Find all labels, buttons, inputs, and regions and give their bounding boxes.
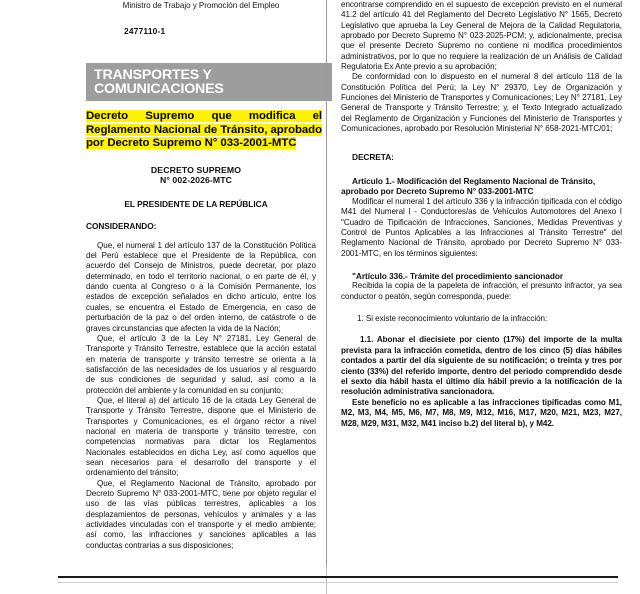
document-reference-number: 2477110-1 (124, 26, 166, 37)
page-left-margin (0, 0, 58, 594)
article-1-heading: Artículo 1.- Modificación del Reglamento Nacional de Tránsito, aprobado por Decreto Supremo N° 033-2001-MTC (341, 175, 596, 197)
considering-paragraph-4: Que, el Reglamento Nacional de Tránsito, aprobado por Decreto Supremo N° 033-2001-MTC, tiene por objeto regular el uso de las vías públicas terrestres, aplicables a los desplazamientos de personas, vehículos y animales y a las actividades vinculadas con el transporte y el medio ambiente; así como, las infracciones y sanciones aplicables a las conductas contrarias a sus disposiciones; (86, 478, 316, 550)
considering-paragraph-3: Que, el literal a) del artículo 16 de la citada Ley General de Transporte y Tránsito Terrestre, dispone que el Ministerio de Transportes y Comunicaciones, es el órgano rector a nivel nacional en materia de transporte y tránsito terrestre, con competencias normativas para dictar los Reglamentos Nacionales establecidos en dicha Ley, así como aquellos que sean necesarios para el desarrollo del transporte y el ordenamiento del tránsito; (86, 395, 316, 478)
decree-title-text: Decreto Supremo que modifica el Reglamento Nacional de Tránsito, aprobado por Decreto Supremo N° 033-2001-MTC (86, 110, 322, 150)
considering-paragraph-1: Que, el numeral 1 del artículo 137 de la Constitución Política del Perú establece que el Presidente de la República, con acuerdo del Consejo de Ministros, puede decretar, por plazo determinado, en todo el territorio nacional, o en parte de él, y dando cuenta al Congreso o a la Comisión Permanente, los estados de excepción señalados en dicho artículo, entre los cuales, se encuentra el Estado de Emergencia, en caso de perturbación de la paz o del orden interno, de catástrofe o de graves circunstancias que afecten la vida de la Nación; (86, 240, 316, 333)
article-336-body: Recibida la copia de la papeleta de infracción, el presunto infractor, ya sea conductor o peatón, según corresponda, puede: (341, 281, 622, 301)
decreta-label: DECRETA: (352, 152, 394, 163)
item-1: 1. Si existe reconocimiento voluntario de la infracción: (357, 314, 548, 324)
decree-heading-block (86, 165, 316, 186)
decree-title-highlighted (86, 110, 322, 151)
two-column-body (58, 0, 640, 594)
continued-paragraph: encontrarse comprendido en el supuesto de excepción previsto en el numeral 41.2 del artículo 41 del Reglamento del Decreto Legislativo N° 1565, Decreto Legislativo que aprueba la Ley General de Mejora de la Calidad Regulatoria, aprobado por Decreto Supremo N° 023-2025-PCM; y, adicionalmente, precisa que el presente Decreto Supremo no contiene ni modifica procedimientos administrativos, por lo que no requiere la realización de un Análisis de Calidad Regulatoria Ex Ante previo a su aprobación; (341, 0, 622, 72)
considering-paragraph-2: Que, el artículo 3 de la Ley N° 27181, Ley General de Transporte y Tránsito Terrestre, establece que la acción estatal en materia de transporte y tránsito terrestre se orienta a la satisfacción de las necesidades de los usuarios y al resguardo de sus condiciones de seguridad y salud, así como a la protección del ambiente y la comunidad en su conjunto; (86, 333, 316, 395)
left-column (58, 0, 326, 594)
conformity-paragraph: De conformidad con lo dispuesto en el numeral 8 del artículo 118 de la Constitución Política del Perú; la Ley N° 29370, Ley de Organización y Funciones del Ministerio de Transportes y Comunicaciones; Ley N° 27181, Ley General de Transporte y Tránsito Terrestre; y, el Texto Integrado actualizado del Reglamento de Organización y Funciones del Ministerio de Transportes y Comunicaciones, aprobado por Resolución Ministerial N° 658-2021-MTC/01; (341, 72, 622, 134)
item-1-1: 1.1. Abonar el diecisiete por ciento (17%) del importe de la multa prevista para la infracción cometida, dentro de los cinco (5) días hábiles contados a partir del día siguiente de su notificación; o treinta y tres por ciento (33%) del referido importe, dentro del periodo comprendido desde el sexto día hábil hasta el último día hábil previo a la notificación de la resolución administrativa sancionadora. (341, 335, 622, 397)
decree-label: DECRETO SUPREMO (150, 164, 242, 175)
article-1-body: Modificar el numeral 1 del artículo 336 y la infracción tipificada con el código M41 del Numeral I - Conductores/as de Vehículos Automotores del Anexo I "Cuadro de Tipificación de Infracciones, Sanciones, Medidas Preventivas y Control de Puntos Aplicables a las Infracciones al Tránsito Terrestre" del Reglamento Nacional de Tránsito, aprobado por Decreto Supremo N° 033-2001-MTC, en los términos siguientes: (341, 196, 622, 258)
article-336-heading: "Artículo 336.- Trámite del procedimiento sancionador (352, 270, 564, 281)
footer-rule-secondary (58, 582, 618, 583)
right-column (326, 0, 640, 594)
president-line: EL PRESIDENTE DE LA REPÚBLICA (124, 199, 268, 210)
footer-rule (58, 576, 618, 578)
signer-line: Ministro de Trabajo y Promoción del Empleo (122, 1, 280, 10)
item-1-1-exclusion-note: Este beneficio no es aplicable a las infracciones tipificadas como M1, M2, M3, M4, M5, M6, M7, M8, M9, M12, M16, M17, M20, M21, M23, M27, M28, M29, M31, M32, M41 inciso b.2) del literal b), y M42. (341, 397, 622, 428)
considering-label: CONSIDERANDO: (86, 221, 157, 232)
decree-number: N° 002-2026-MTC (159, 175, 233, 186)
section-banner-transportes: TRANSPORTES Y COMUNICACIONES (86, 63, 332, 101)
